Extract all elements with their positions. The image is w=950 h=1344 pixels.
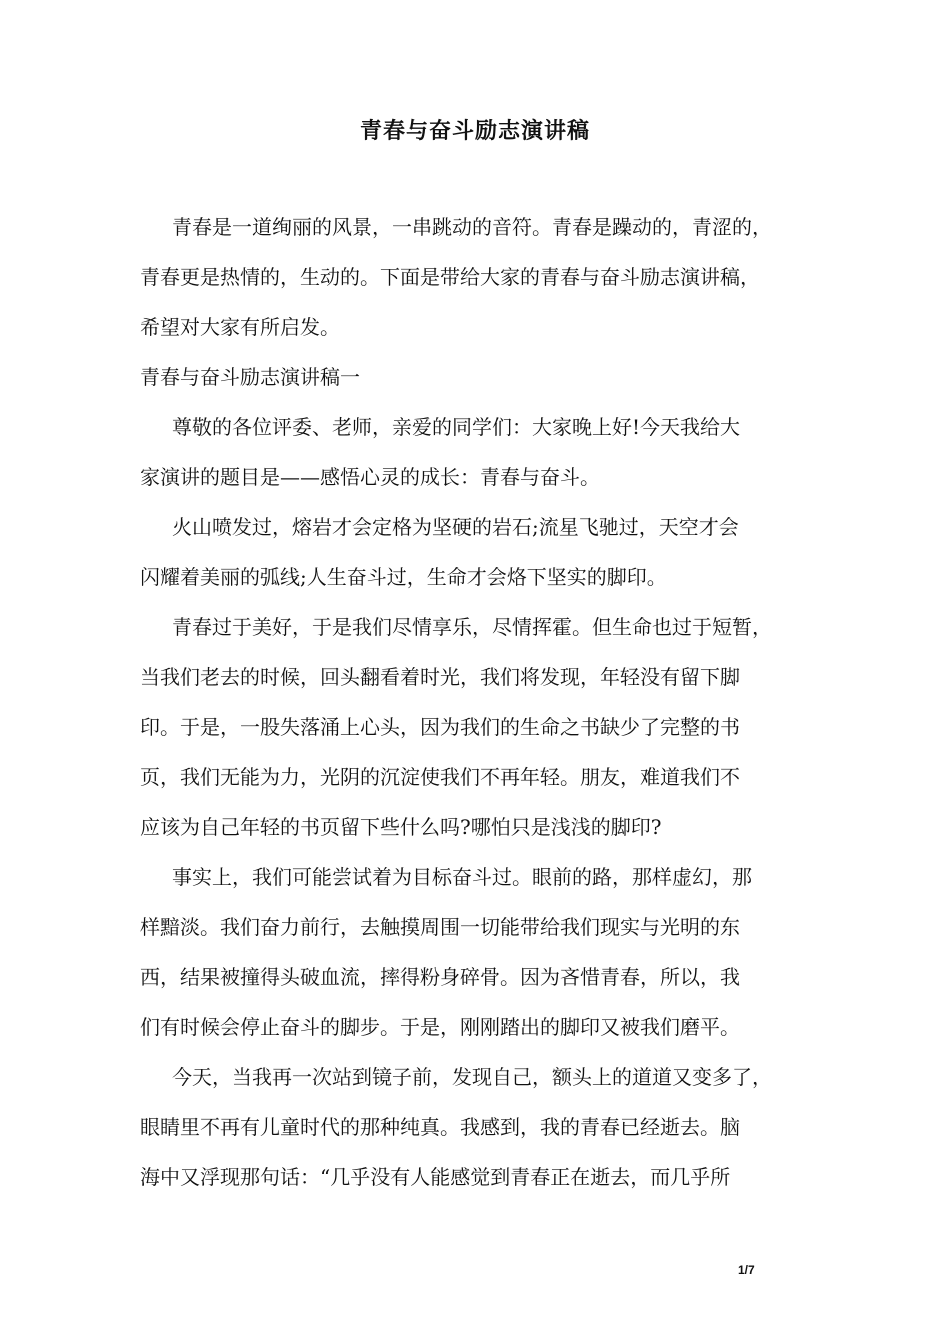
text-line: 尊敬的各位评委、老师，亲爱的同学们：大家晚上好!今天我给大 (172, 415, 741, 439)
text-line: 事实上，我们可能尝试着为目标奋斗过。眼前的路，那样虚幻，那 (172, 865, 752, 889)
text-line: 当我们老去的时候，回头翻看着时光，我们将发现，年轻没有留下脚 (140, 665, 740, 689)
text-line: 闪耀着美丽的弧线;人生奋斗过，生命才会烙下坚实的脚印。 (140, 565, 667, 589)
text-line: 样黯淡。我们奋力前行，去触摸周围一切能带给我们现实与光明的东 (140, 915, 740, 939)
text-line: 家演讲的题目是——感悟心灵的成长：青春与奋斗。 (140, 465, 600, 489)
text-line: 火山喷发过，熔岩才会定格为坚硬的岩石;流星飞驰过，天空才会 (172, 515, 739, 539)
text-line: 们有时候会停止奋斗的脚步。于是，刚刚踏出的脚印又被我们磨平。 (140, 1015, 740, 1039)
text-line: 青春是一道绚丽的风景，一串跳动的音符。青春是躁动的，青涩的， (172, 215, 772, 239)
text-line: 今天，当我再一次站到镜子前，发现自己，额头上的道道又变多了， (172, 1065, 772, 1089)
text-line: 海中又浮现那句话：“几乎没有人能感觉到青春正在逝去，而几乎所 (140, 1165, 731, 1189)
text-line: 眼睛里不再有儿童时代的那种纯真。我感到，我的青春已经逝去。脑 (140, 1115, 740, 1139)
text-line: 青春过于美好，于是我们尽情享乐，尽情挥霍。但生命也过于短暂， (172, 615, 772, 639)
section-heading: 青春与奋斗励志演讲稿一 (140, 365, 360, 389)
text-line: 希望对大家有所启发。 (140, 315, 340, 339)
text-line: 西，结果被撞得头破血流，摔得粉身碎骨。因为吝惜青春，所以，我 (140, 965, 740, 989)
document-title: 青春与奋斗励志演讲稿 (359, 119, 590, 144)
page-number: 1/7 (738, 1263, 755, 1277)
text-line: 页，我们无能为力，光阴的沉淀使我们不再年轻。朋友，难道我们不 (140, 765, 740, 789)
text-line: 应该为自己年轻的书页留下些什么吗?哪怕只是浅浅的脚印? (140, 815, 662, 839)
text-line: 印。于是，一股失落涌上心头，因为我们的生命之书缺少了完整的书 (140, 715, 740, 739)
text-line: 青春更是热情的，生动的。下面是带给大家的青春与奋斗励志演讲稿， (140, 265, 760, 289)
